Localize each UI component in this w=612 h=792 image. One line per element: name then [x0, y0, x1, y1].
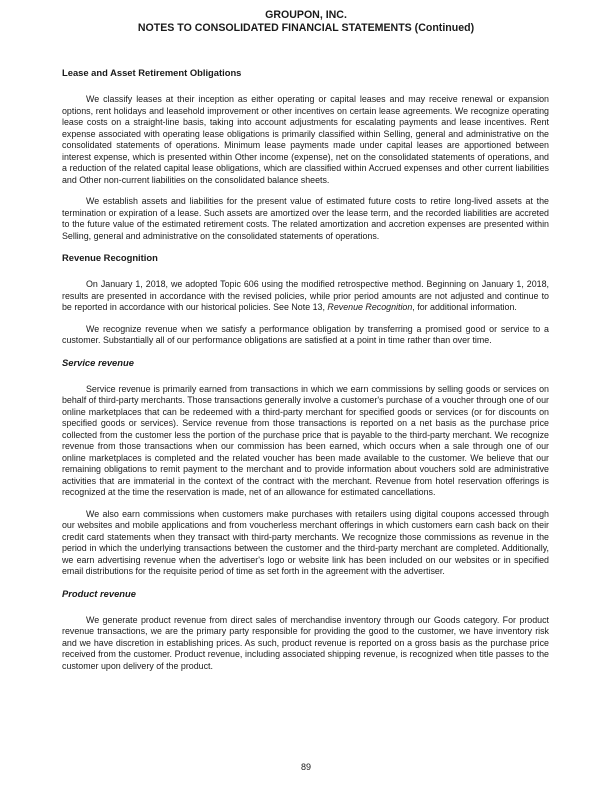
paragraph-revenue-1-text-a: On January 1, 2018, we adopted Topic 606 using the modified retrospective method. Beginning on January 1, 2018, results are presented in accordance with the revised policies, while prior period amounts are not adjusted and continue to be reported in accordance with our historical policies. See Note 13,: [62, 279, 549, 312]
paragraph-lease-1: We classify leases at their inception as either operating or capital leases and may receive renewal or expansion options, rent holidays and leasehold improvement or other incentives on certain lease agreements. We recognize operating lease costs on a straight-line basis, taking into account adjustments for escalating payments and lease incentives. Rent expense associated with operating lease obligations is primarily classified within Selling, general and administrative on the consolidated statements of operations. Minimum lease payments made under capital leases are apportioned between interest expense, which is presented within Other income (expense), net on the consolidated statements of operations, and a reduction of the related capital lease obligations, which are classified within Accrued expenses and other current liabilities and Other non-current liabilities on the consolidated balance sheets.: [62, 94, 549, 185]
note-reference: Revenue Recognition: [327, 302, 413, 312]
heading-service-revenue: Service revenue: [62, 356, 134, 368]
paragraph-lease-2: We establish assets and liabilities for the present value of estimated future costs to retire long-lived assets at the termination or expiration of a lease. Such assets are amortized over the lease term, and the recorded liabilities are accreted to the future value of the estimated retirement costs. The related amortization and accretion expenses are presented within Selling, general and administrative on the consolidated statements of operations.: [62, 196, 549, 241]
paragraph-revenue-2: We recognize revenue when we satisfy a performance obligation by transferring a promised good or service to a customer. Substantially all of our performance obligations are satisfied at a point in time rather than over time.: [62, 323, 549, 345]
paragraph-product-1: We generate product revenue from direct sales of merchandise inventory through our Goods category. For product revenue transactions, we are the primary party responsible for providing the good to the customer, we have inventory risk and we have discretion in establishing prices. As such, product revenue is reported on a gross basis as the purchase price received from the customer. Product revenue, including associated shipping revenue, is recognized when title passes to the customer upon delivery of the product.: [62, 614, 549, 671]
company-name: GROUPON, INC.: [265, 9, 347, 21]
heading-lease-obligations: Lease and Asset Retirement Obligations: [62, 67, 242, 78]
page-number: 89: [300, 762, 311, 772]
heading-product-revenue: Product revenue: [62, 587, 136, 599]
paragraph-revenue-1: [62, 279, 549, 314]
page-header-title: NOTES TO CONSOLIDATED FINANCIAL STATEMENTS (Continued): [137, 22, 475, 34]
paragraph-revenue-1-text-b: , for additional information.: [412, 302, 517, 312]
heading-revenue-recognition: Revenue Recognition: [62, 252, 158, 263]
paragraph-service-2: We also earn commissions when customers make purchases with retailers using digital coupons accessed through our websites and mobile applications and from voucherless merchant offerings in which customers earn cash back on their credit card statements when they transact with third-party merchants. We recognize those commissions as revenue in the period in which the underlying transactions between the customer and the third-party merchant are completed. Additionally, we earn advertising revenue when the advertiser's logo or website link has been included on our websites or in specified email distributions for the requisite period of time as set forth in the agreement with the advertiser.: [62, 508, 549, 576]
document-body: [62, 67, 549, 672]
paragraph-service-1: Service revenue is primarily earned from transactions in which we earn commissions by selling goods or services on behalf of third-party merchants. Those transactions generally involve a customer's purchase of a voucher through one of our online marketplaces that can be redeemed with a third-party merchant for specified goods or services (or for discounts on specified goods or services). Service revenue from those transactions is reported on a net basis as the purchase price collected from the customer less the portion of the purchase price that is payable to the third-party merchant. We recognize revenue from those transactions when our commission has been earned, which occurs when a sale through one of our online marketplaces is completed and the related voucher has been made available to the customer. We believe that our remaining obligations to remit payment to the merchant and to provide information about vouchers sold are administrative activities that are immaterial in the context of the contract with the merchant. Revenue from hotel reservation offerings is recognized at the time the reservation is made, net of an allowance for estimated cancellations.: [62, 383, 549, 497]
